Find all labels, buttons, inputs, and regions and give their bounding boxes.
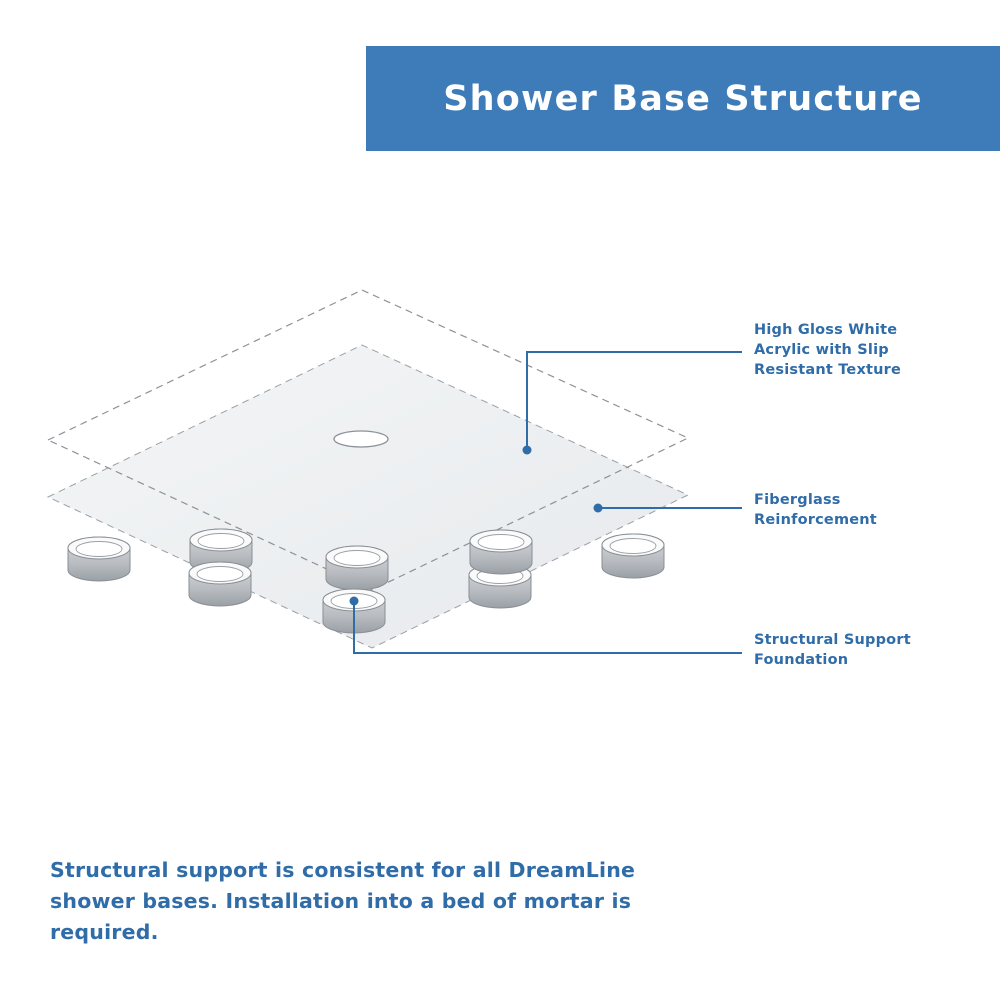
- callout-line: Reinforcement: [754, 512, 877, 528]
- footer-note: Structural support is consistent for all DreamLine shower bases. Installation into a bed of mortar is required.: [50, 858, 636, 944]
- callout-label-acrylic: [754, 320, 984, 380]
- support-ring: [326, 546, 388, 590]
- callout-line: Foundation: [754, 652, 849, 668]
- callout-line: Fiberglass: [754, 492, 841, 508]
- leader-dot-support: [350, 597, 359, 606]
- callout-line: Structural Support: [754, 632, 911, 648]
- callout-line: Acrylic with Slip: [754, 342, 889, 358]
- support-ring: [68, 537, 130, 581]
- leader-dot-fiberglass: [594, 504, 603, 513]
- support-ring: [470, 530, 532, 574]
- callout-line: Resistant Texture: [754, 362, 902, 378]
- drain-opening: [334, 431, 388, 447]
- support-ring: [602, 534, 664, 578]
- leader-dot-acrylic: [523, 446, 532, 455]
- callout-line: High Gloss White: [754, 322, 898, 338]
- page-title: Shower Base Structure: [443, 78, 923, 119]
- callout-label-fiberglass: [754, 490, 984, 530]
- support-ring: [189, 562, 251, 606]
- callout-label-support: [754, 630, 984, 670]
